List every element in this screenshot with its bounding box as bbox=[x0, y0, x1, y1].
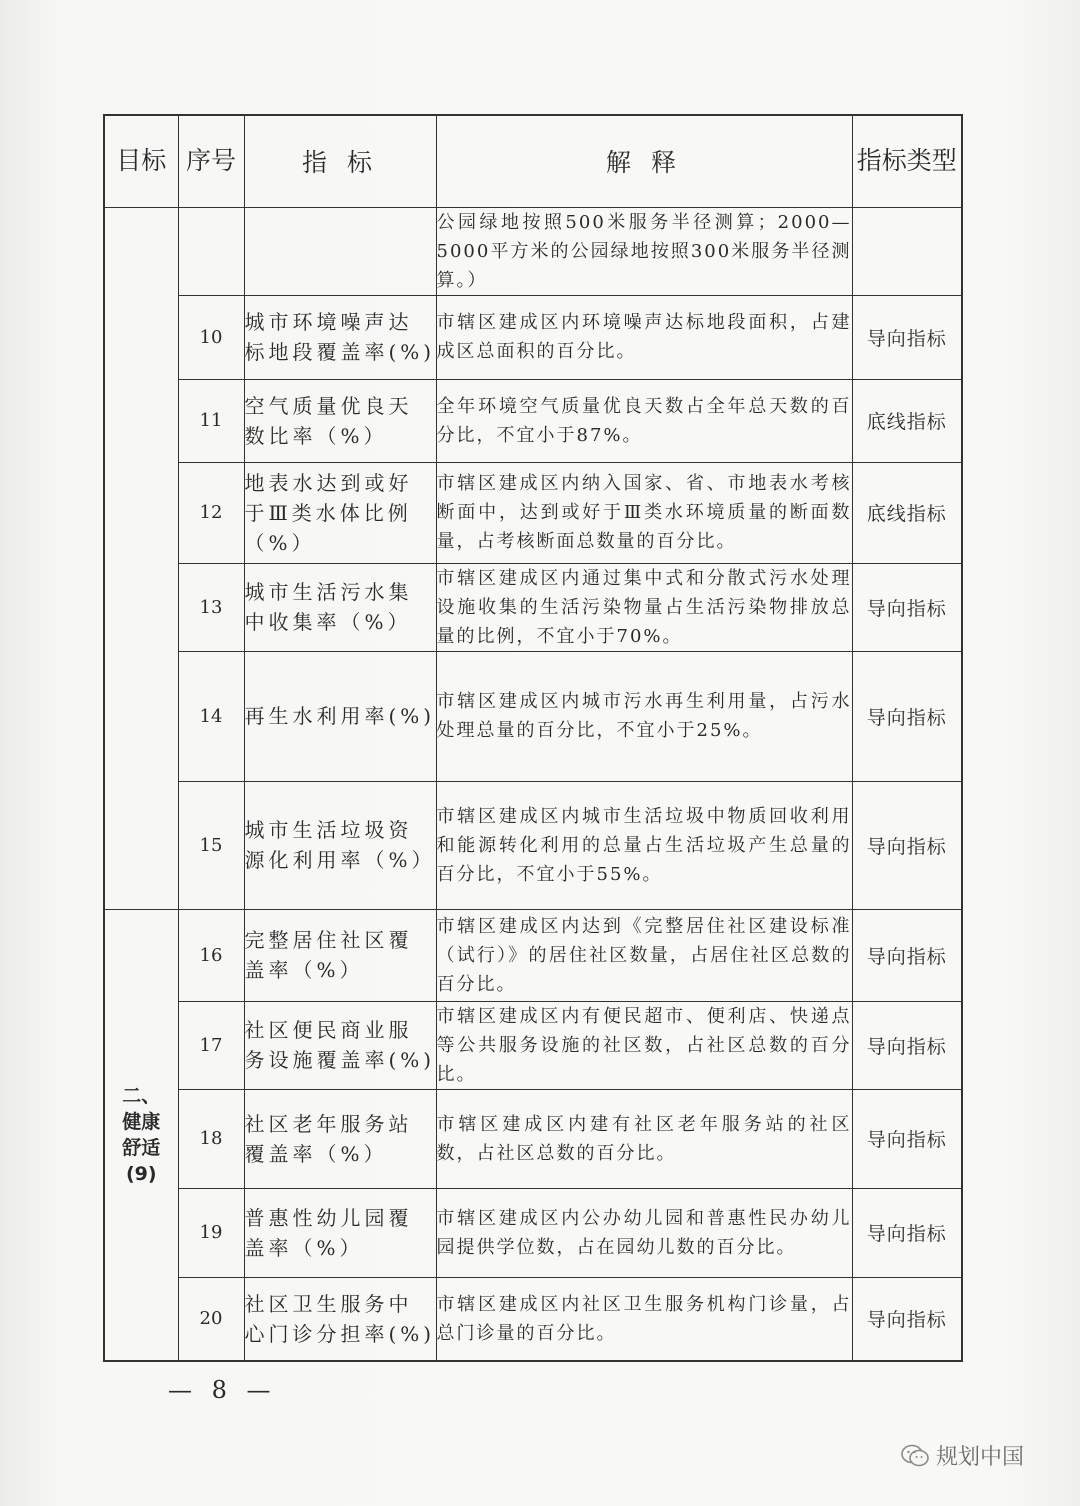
table-row bbox=[104, 1089, 962, 1188]
indicator-cell: 社区卫生服务中心门诊分担率(%) bbox=[244, 1277, 436, 1361]
type-cell: 导向指标 bbox=[852, 1001, 962, 1089]
explanation-cell: 市辖区建成区内公办幼儿园和普惠性民办幼儿园提供学位数，占在园幼儿数的百分比。 bbox=[436, 1188, 852, 1277]
type-cell: 导向指标 bbox=[852, 563, 962, 651]
table-row bbox=[104, 1001, 962, 1089]
goal-label: 二、健康舒适(9) bbox=[122, 1084, 161, 1185]
seq-cell: 20 bbox=[178, 1277, 244, 1361]
header-indicator: 指 标 bbox=[244, 115, 436, 207]
explanation-cell: 市辖区建成区内达到《完整居住社区建设标准（试行）》的居住社区数量，占居住社区总数的百分比。 bbox=[436, 909, 852, 1001]
indicator-cell: 社区便民商业服务设施覆盖率(%) bbox=[244, 1001, 436, 1089]
type-cell: 导向指标 bbox=[852, 1277, 962, 1361]
indicator-cell: 空气质量优良天数比率（%） bbox=[244, 379, 436, 462]
explanation-cell: 市辖区建成区内有便民超市、便利店、快递点等公共服务设施的社区数，占社区总数的百分比。 bbox=[436, 1001, 852, 1089]
goal-cell-group2 bbox=[104, 909, 178, 1361]
explanation-cell: 公园绿地按照500米服务半径测算；2000—5000平方米的公园绿地按照300米服务半径测算。） bbox=[436, 207, 852, 295]
seq-cell: 12 bbox=[178, 462, 244, 563]
indicator-cell: 地表水达到或好于Ⅲ类水体比例（%） bbox=[244, 462, 436, 563]
type-cell: 底线指标 bbox=[852, 462, 962, 563]
indicator-cell: 完整居住社区覆盖率（%） bbox=[244, 909, 436, 1001]
seq-cell: 19 bbox=[178, 1188, 244, 1277]
type-cell: 导向指标 bbox=[852, 295, 962, 379]
explanation-cell: 市辖区建成区内环境噪声达标地段面积，占建成区总面积的百分比。 bbox=[436, 295, 852, 379]
explanation-cell: 全年环境空气质量优良天数占全年总天数的百分比，不宜小于87%。 bbox=[436, 379, 852, 462]
page-number: — 8 — bbox=[168, 1376, 277, 1404]
table-row bbox=[104, 781, 962, 909]
seq-cell: 15 bbox=[178, 781, 244, 909]
indicator-table bbox=[103, 114, 963, 1362]
table-row bbox=[104, 563, 962, 651]
explanation-cell: 市辖区建成区内城市生活垃圾中物质回收利用和能源转化利用的总量占生活垃圾产生总量的百分比，不宜小于55%。 bbox=[436, 781, 852, 909]
type-cell: 导向指标 bbox=[852, 909, 962, 1001]
table-row bbox=[104, 651, 962, 781]
explanation-cell: 市辖区建成区内通过集中式和分散式污水处理设施收集的生活污染物量占生活污染物排放总量的比例，不宜小于70%。 bbox=[436, 563, 852, 651]
type-cell: 导向指标 bbox=[852, 1188, 962, 1277]
seq-cell: 16 bbox=[178, 909, 244, 1001]
header-type: 指标类型 bbox=[852, 115, 962, 207]
indicator-cell: 城市生活污水集中收集率（%） bbox=[244, 563, 436, 651]
header-target: 目标 bbox=[104, 115, 178, 207]
wechat-icon bbox=[900, 1443, 930, 1469]
goal-cell-group1 bbox=[104, 207, 178, 909]
explanation-cell: 市辖区建成区内纳入国家、省、市地表水考核断面中，达到或好于Ⅲ类水环境质量的断面数量，占考核断面总数量的百分比。 bbox=[436, 462, 852, 563]
table-row bbox=[104, 909, 962, 1001]
indicator-cell: 城市生活垃圾资源化利用率（%） bbox=[244, 781, 436, 909]
explanation-cell: 市辖区建成区内建有社区老年服务站的社区数，占社区总数的百分比。 bbox=[436, 1089, 852, 1188]
seq-cell: 13 bbox=[178, 563, 244, 651]
explanation-cell: 市辖区建成区内城市污水再生利用量，占污水处理总量的百分比，不宜小于25%。 bbox=[436, 651, 852, 781]
table-row bbox=[104, 1277, 962, 1361]
indicator-cell: 再生水利用率(%) bbox=[244, 651, 436, 781]
type-cell: 导向指标 bbox=[852, 1089, 962, 1188]
table-row bbox=[104, 207, 962, 295]
seq-cell: 14 bbox=[178, 651, 244, 781]
seq-cell: 17 bbox=[178, 1001, 244, 1089]
seq-cell: 10 bbox=[178, 295, 244, 379]
table-row bbox=[104, 379, 962, 462]
table-row bbox=[104, 462, 962, 563]
explanation-cell: 市辖区建成区内社区卫生服务机构门诊量，占总门诊量的百分比。 bbox=[436, 1277, 852, 1361]
table-row bbox=[104, 295, 962, 379]
type-cell bbox=[852, 207, 962, 295]
type-cell: 导向指标 bbox=[852, 651, 962, 781]
header-seq: 序号 bbox=[178, 115, 244, 207]
indicator-cell bbox=[244, 207, 436, 295]
seq-cell bbox=[178, 207, 244, 295]
table-row bbox=[104, 1188, 962, 1277]
watermark bbox=[900, 1440, 1024, 1471]
table-header-row bbox=[104, 115, 962, 207]
indicator-cell: 普惠性幼儿园覆盖率（%） bbox=[244, 1188, 436, 1277]
watermark-text: 规划中国 bbox=[936, 1445, 1025, 1470]
seq-cell: 18 bbox=[178, 1089, 244, 1188]
indicator-cell: 社区老年服务站覆盖率（%） bbox=[244, 1089, 436, 1188]
indicator-cell: 城市环境噪声达标地段覆盖率(%) bbox=[244, 295, 436, 379]
header-explanation: 解 释 bbox=[436, 115, 852, 207]
seq-cell: 11 bbox=[178, 379, 244, 462]
type-cell: 底线指标 bbox=[852, 379, 962, 462]
type-cell: 导向指标 bbox=[852, 781, 962, 909]
